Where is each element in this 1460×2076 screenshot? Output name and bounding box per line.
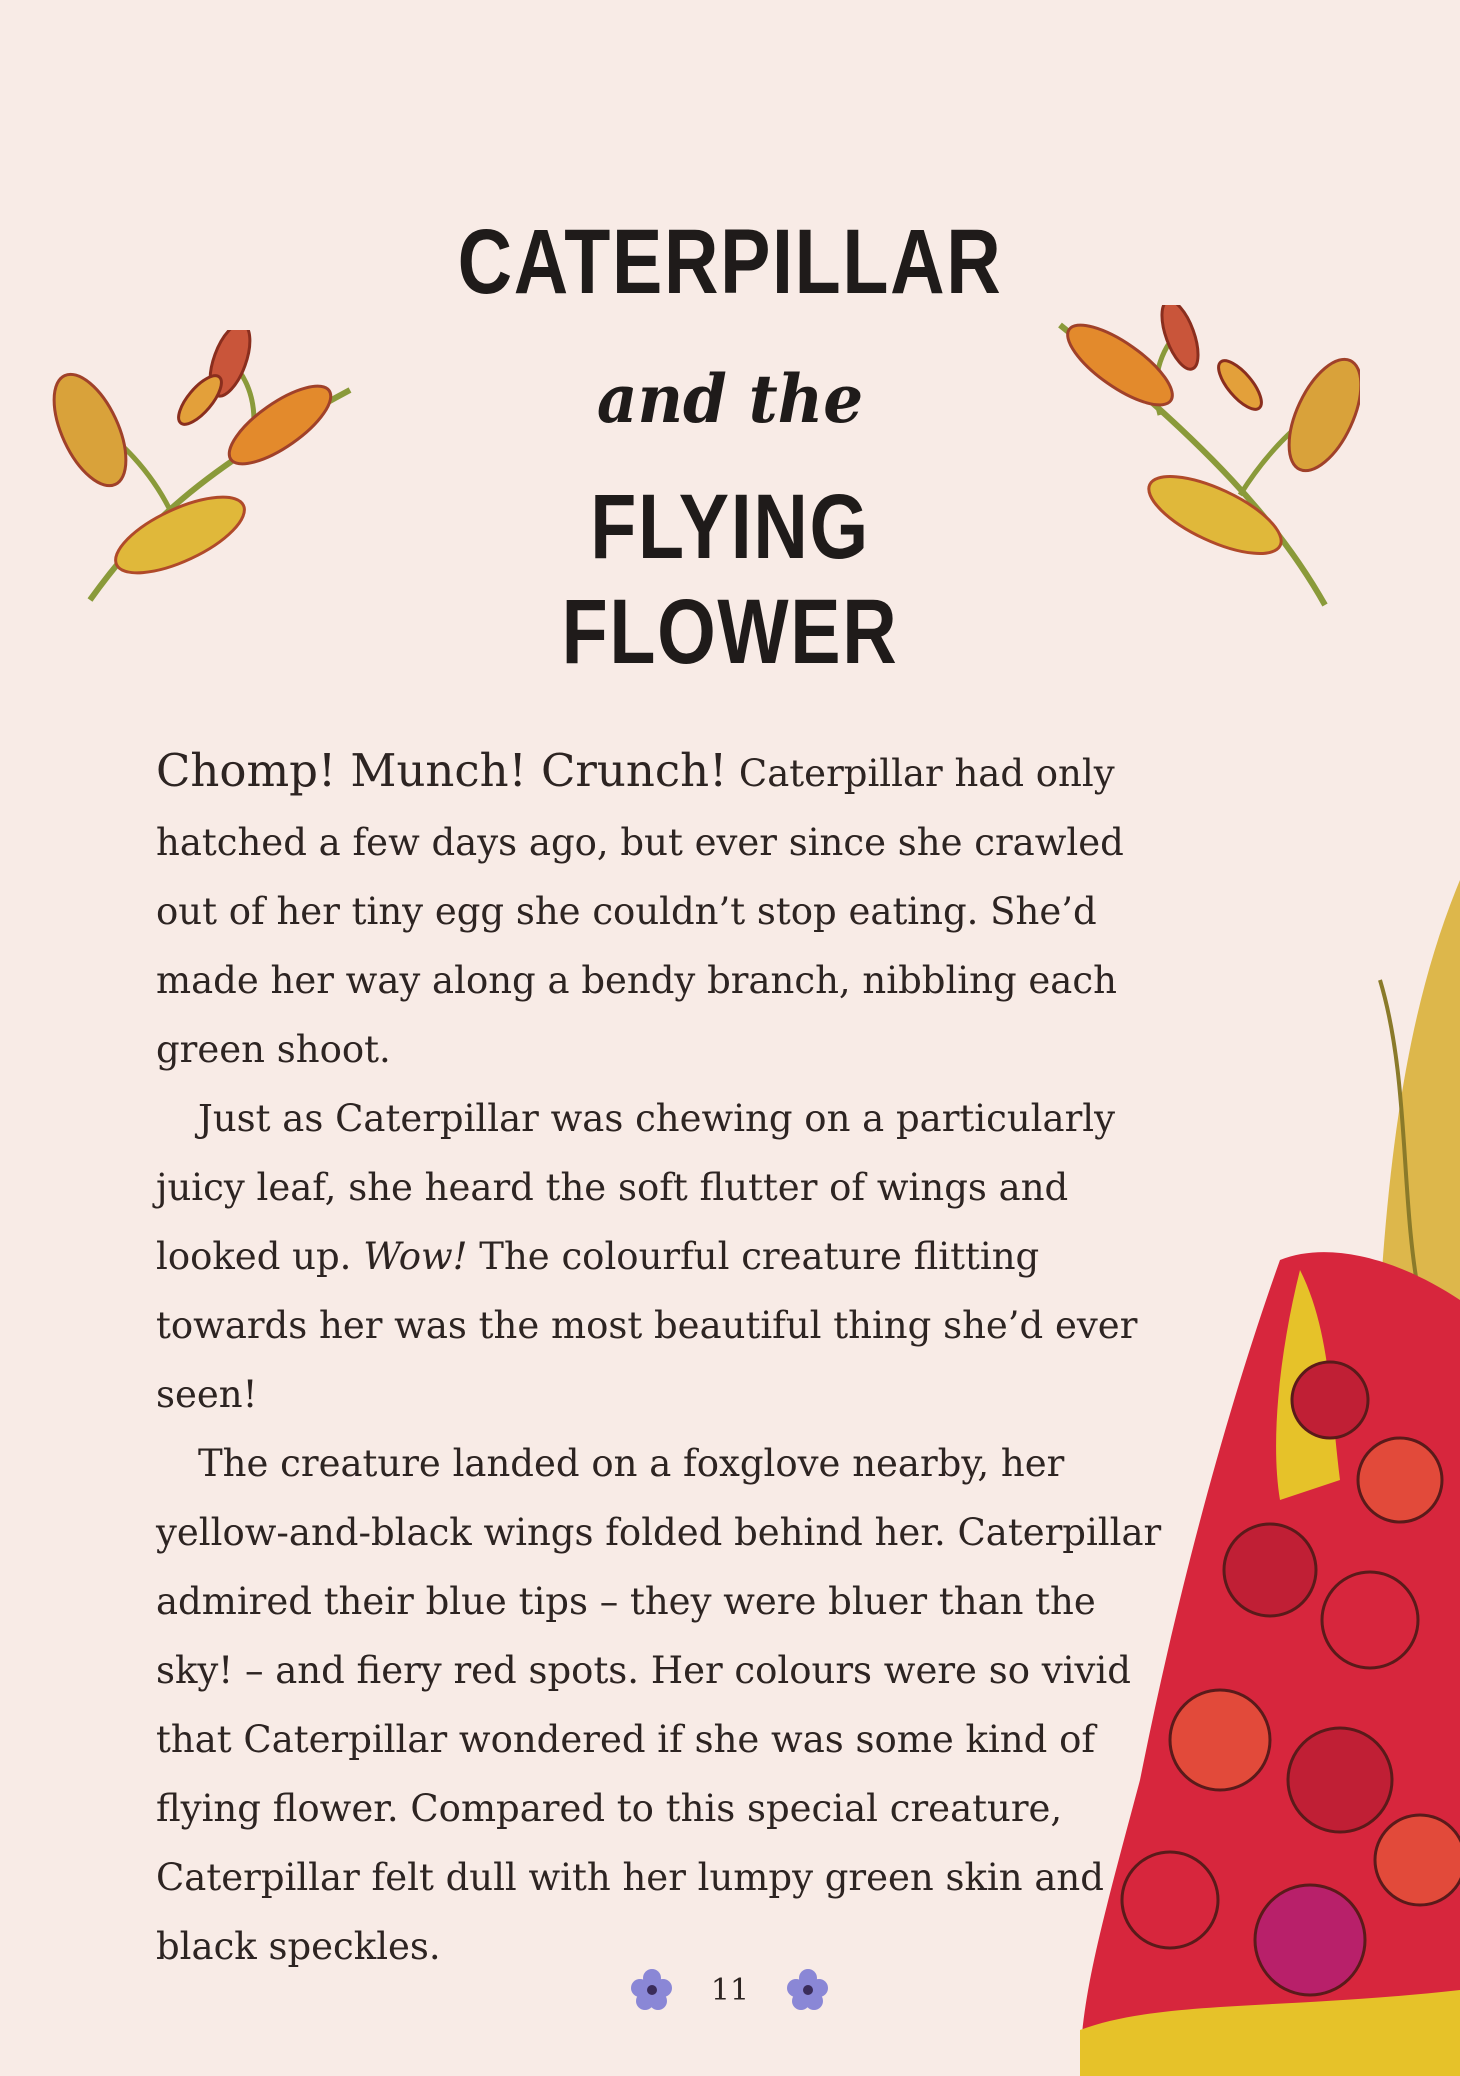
paragraph-3: The creature landed on a foxglove nearby, her yellow-and-black wings folded behind her. Caterpillar admired their blue tips – they were bluer than the sky! – and fiery red spots. Her colours were so vivid that Caterpillar wondered if she was some kind of flying flower. Compared to this special creature, Caterpillar felt dull with her lumpy green skin and black speckles. [156,1442,1162,1968]
flower-icon [786,1968,830,2012]
leaf-sprig-left-icon [50,330,370,610]
paragraph-2-text-start: Just as Caterpillar was chewing on a particularly juicy leaf, she heard the soft flutter of wings and looked up. [156,1097,1115,1278]
page-footer [0,1968,1460,2012]
story-title-line-1: CATERPILLAR [457,211,1003,313]
paragraph-2 [156,1084,1176,1429]
page-number: 11 [710,1972,750,2008]
paragraph-1 [156,736,1176,1084]
paragraph-1-text: Caterpillar had only hatched a few days ago, but ever since she crawled out of her tiny egg she couldn’t stop eating. She’d made her way along a bendy branch, nibbling each green shoot. [156,752,1124,1071]
paragraph-2-exclamation: Wow! [363,1235,468,1278]
foxglove-illustration [1080,880,1460,2076]
lead-in: Chomp! Munch! Crunch! [156,744,728,797]
flower-icon [630,1968,674,2012]
leaf-sprig-right-icon [1040,305,1360,615]
paragraph-2-text-end: The colourful creature flitting towards her was the most beautiful thing she’d ever seen! [156,1235,1138,1416]
story-title-line-2: and the [596,360,864,438]
story-body [156,736,1176,1981]
story-title-line-3: FLYING FLOWER [561,476,899,683]
